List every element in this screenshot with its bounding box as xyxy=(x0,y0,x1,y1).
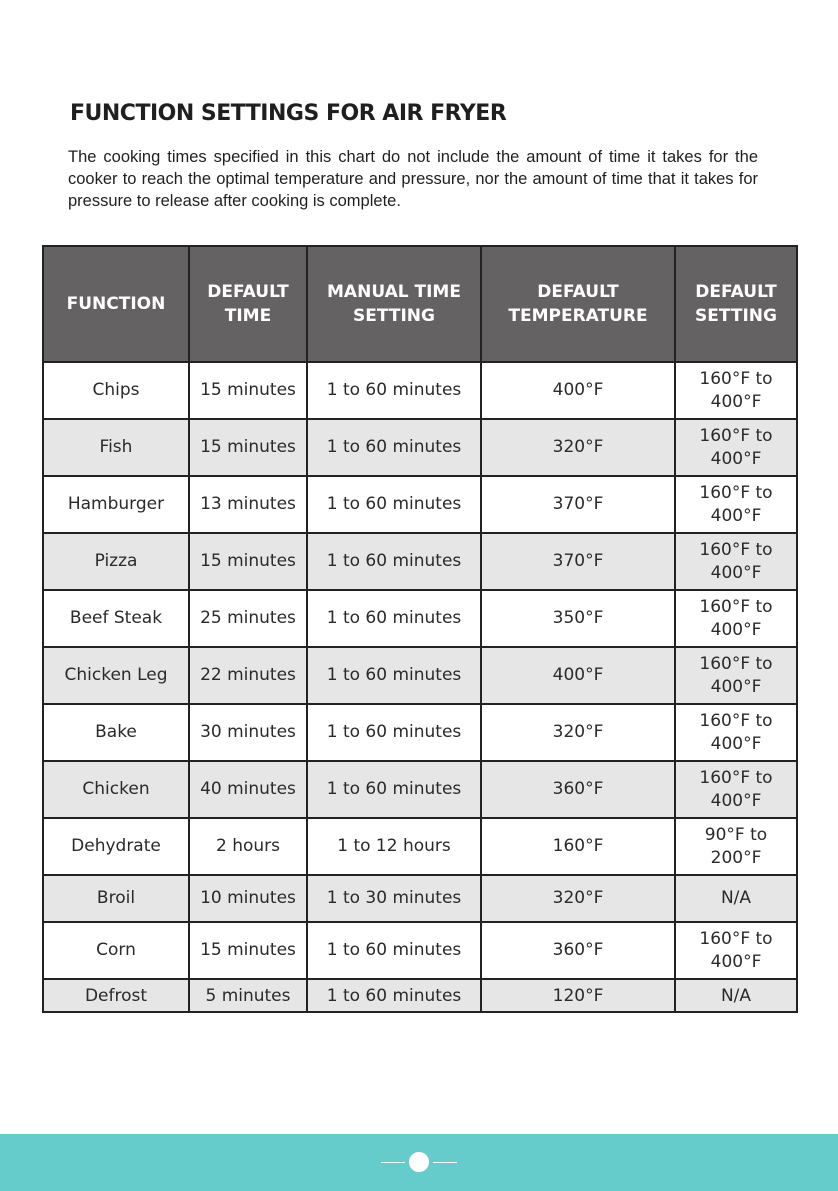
cell-default-temperature: 400°F xyxy=(481,362,675,419)
cell-default-temperature: 370°F xyxy=(481,476,675,533)
cell-default-setting: 90°F to 200°F xyxy=(675,818,797,875)
cell-manual-time: 1 to 60 minutes xyxy=(307,419,481,476)
table-row xyxy=(43,647,797,704)
cell-default-temperature: 370°F xyxy=(481,533,675,590)
cell-default-time: 15 minutes xyxy=(189,362,307,419)
cell-default-temperature: 320°F xyxy=(481,875,675,922)
cell-manual-time: 1 to 60 minutes xyxy=(307,922,481,979)
table-row xyxy=(43,476,797,533)
table-row xyxy=(43,761,797,818)
cell-default-setting: 160°F to 400°F xyxy=(675,362,797,419)
cell-function: Chips xyxy=(43,362,189,419)
table-row xyxy=(43,590,797,647)
cell-manual-time: 1 to 30 minutes xyxy=(307,875,481,922)
cell-default-setting: 160°F to 400°F xyxy=(675,476,797,533)
cell-default-setting: 160°F to 400°F xyxy=(675,704,797,761)
cell-default-temperature: 120°F xyxy=(481,979,675,1012)
cell-function: Broil xyxy=(43,875,189,922)
page-title: FUNCTION SETTINGS FOR AIR FRYER xyxy=(70,101,507,126)
table-row xyxy=(43,818,797,875)
cell-function: Defrost xyxy=(43,979,189,1012)
cell-default-time: 15 minutes xyxy=(189,533,307,590)
cell-default-setting: 160°F to 400°F xyxy=(675,647,797,704)
function-settings-table xyxy=(42,245,798,1013)
table-header-row xyxy=(43,246,797,362)
header-function: FUNCTION xyxy=(43,246,189,362)
cell-default-temperature: 350°F xyxy=(481,590,675,647)
cell-function: Hamburger xyxy=(43,476,189,533)
cell-manual-time: 1 to 60 minutes xyxy=(307,590,481,647)
cell-function: Chicken xyxy=(43,761,189,818)
header-default-setting: DEFAULT SETTING xyxy=(675,246,797,362)
cell-default-time: 40 minutes xyxy=(189,761,307,818)
cell-default-temperature: 360°F xyxy=(481,761,675,818)
cell-manual-time: 1 to 60 minutes xyxy=(307,533,481,590)
cell-function: Bake xyxy=(43,704,189,761)
footer-left-line xyxy=(381,1162,405,1163)
cell-manual-time: 1 to 60 minutes xyxy=(307,704,481,761)
cell-default-setting: 160°F to 400°F xyxy=(675,419,797,476)
cell-default-setting: 160°F to 400°F xyxy=(675,533,797,590)
cell-function: Chicken Leg xyxy=(43,647,189,704)
cell-default-temperature: 160°F xyxy=(481,818,675,875)
cell-manual-time: 1 to 60 minutes xyxy=(307,362,481,419)
cell-default-time: 5 minutes xyxy=(189,979,307,1012)
cell-default-setting: 160°F to 400°F xyxy=(675,590,797,647)
header-manual-time-setting: MANUAL TIME SETTING xyxy=(307,246,481,362)
cell-default-time: 2 hours xyxy=(189,818,307,875)
table-row xyxy=(43,704,797,761)
cell-manual-time: 1 to 12 hours xyxy=(307,818,481,875)
cell-function: Fish xyxy=(43,419,189,476)
cell-default-time: 15 minutes xyxy=(189,419,307,476)
cell-default-temperature: 320°F xyxy=(481,704,675,761)
header-default-temperature: DEFAULT TEMPERATURE xyxy=(481,246,675,362)
intro-paragraph: The cooking times specified in this chart do not include the amount of time it takes for the cooker to reach the optimal temperature and pressure, nor the amount of time that it takes for pressure to release after cooking is complete. xyxy=(68,148,758,210)
cell-default-temperature: 360°F xyxy=(481,922,675,979)
cell-default-time: 30 minutes xyxy=(189,704,307,761)
cell-function: Pizza xyxy=(43,533,189,590)
cell-default-time: 10 minutes xyxy=(189,875,307,922)
cell-function: Beef Steak xyxy=(43,590,189,647)
cell-default-time: 15 minutes xyxy=(189,922,307,979)
cell-manual-time: 1 to 60 minutes xyxy=(307,476,481,533)
cell-default-time: 22 minutes xyxy=(189,647,307,704)
page-marker-dot xyxy=(409,1152,429,1172)
cell-default-time: 25 minutes xyxy=(189,590,307,647)
footer-band xyxy=(0,1134,838,1191)
cell-default-setting: N/A xyxy=(675,875,797,922)
cell-default-setting: N/A xyxy=(675,979,797,1012)
table-row xyxy=(43,875,797,922)
cell-function: Dehydrate xyxy=(43,818,189,875)
cell-manual-time: 1 to 60 minutes xyxy=(307,761,481,818)
cell-default-setting: 160°F to 400°F xyxy=(675,922,797,979)
cell-function: Corn xyxy=(43,922,189,979)
table-row xyxy=(43,533,797,590)
header-default-time: DEFAULT TIME xyxy=(189,246,307,362)
cell-default-setting: 160°F to 400°F xyxy=(675,761,797,818)
cell-default-temperature: 400°F xyxy=(481,647,675,704)
table-row xyxy=(43,419,797,476)
cell-manual-time: 1 to 60 minutes xyxy=(307,979,481,1012)
footer-right-line xyxy=(433,1162,457,1163)
cell-manual-time: 1 to 60 minutes xyxy=(307,647,481,704)
cell-default-time: 13 minutes xyxy=(189,476,307,533)
table-row xyxy=(43,922,797,979)
table-row xyxy=(43,979,797,1012)
table-row xyxy=(43,362,797,419)
cell-default-temperature: 320°F xyxy=(481,419,675,476)
